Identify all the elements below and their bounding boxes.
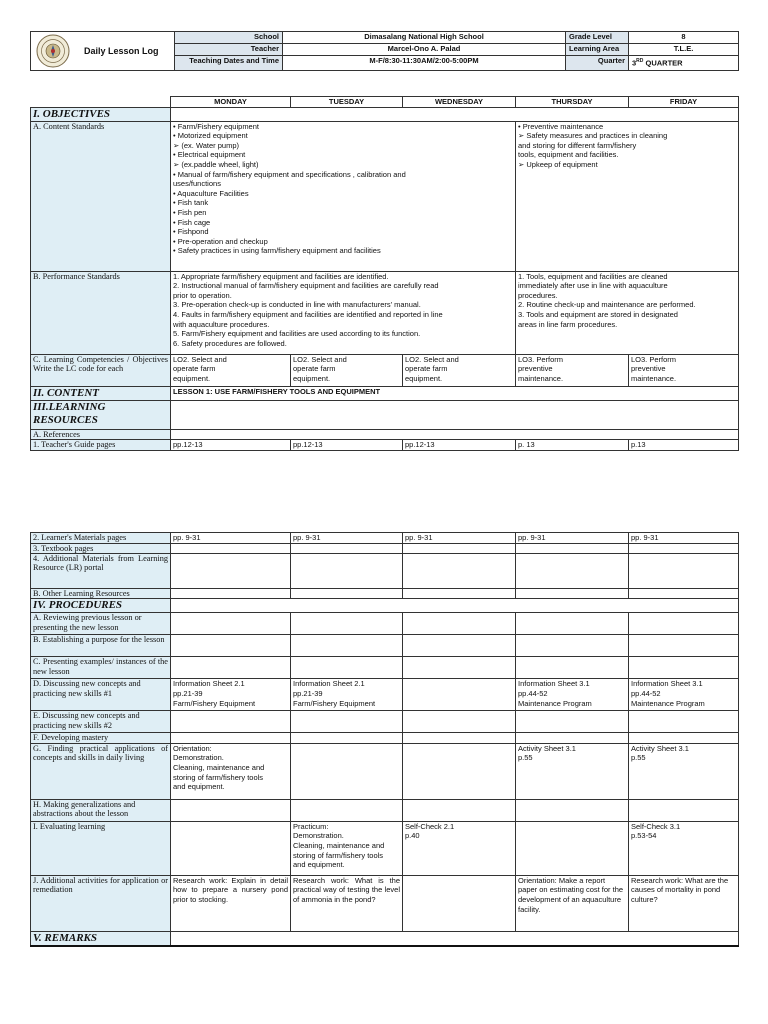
learning-area-value: T.L.E. — [629, 44, 739, 56]
procedure-a-label: A. Reviewing previous lesson or presenting the new lesson — [31, 613, 171, 635]
performance-standards-mon-wed: 1. Appropriate farm/fishery equipment and facilities are identified. 2. Instructional manual of farm/fishery equipment and facilities are carefully read prior to operation. 3. Pre-operation check-up is conducted in line with manufacturers' manual. 4. Faults in farm/fishery equipment and facilities are identified and reported in line with aquaculture procedures. 5. Farm/Fishery equipment and facilities are used according to its function. 6. Safety procedures are followed. — [171, 271, 516, 354]
procedure-j-monday: Research work: Explain in detail how to prepare a nursery pond prior to stocking. — [171, 875, 291, 931]
references-label: A. References — [31, 429, 171, 439]
day-tuesday: TUESDAY — [291, 97, 403, 108]
procedures-heading: IV. PROCEDURES — [31, 599, 171, 613]
competency-monday: LO2. Select and operate farm equipment. — [171, 354, 291, 386]
lm-pages-wednesday: pp. 9-31 — [403, 533, 516, 544]
procedure-g-friday: Activity Sheet 3.1 p.55 — [629, 743, 739, 799]
procedure-b-label: B. Establishing a purpose for the lesson — [31, 635, 171, 657]
header-logo-title-cell — [31, 32, 175, 71]
teacher-label: Teacher — [175, 44, 283, 56]
day-monday: MONDAY — [171, 97, 291, 108]
performance-standards-thu-fri: 1. Tools, equipment and facilities are cleaned immediately after use in line with aquaculture procedures. 2. Routine check-up and maintenance are performed. 3. Tools and equipment are stored in designated areas in line farm procedures. — [516, 271, 739, 354]
grade-level-label: Grade Level — [566, 32, 629, 44]
procedure-g-wednesday — [403, 743, 516, 799]
tg-pages-friday: p.13 — [629, 440, 739, 451]
objectives-heading: I. OBJECTIVES — [31, 107, 171, 121]
procedure-j-tuesday: Research work: What is the practical way of testing the level of ammonia in the pond? — [291, 875, 403, 931]
content-standards-label: A. Content Standards — [31, 121, 171, 271]
header-title: Daily Lesson Log — [84, 46, 159, 56]
procedure-f-label: F. Developing mastery — [31, 733, 171, 743]
procedure-d-monday: Information Sheet 2.1 pp.21-39 Farm/Fishery Equipment — [171, 679, 291, 711]
tg-pages-tuesday: pp.12-13 — [291, 440, 403, 451]
procedure-g-thursday: Activity Sheet 3.1 p.55 — [516, 743, 629, 799]
competency-thursday: LO3. Perform preventive maintenance. — [516, 354, 629, 386]
procedure-i-tuesday: Practicum: Demonstration. Cleaning, maintenance and storing of farm/fishery tools and equipment. — [291, 821, 403, 875]
content-heading: II. CONTENT — [31, 386, 171, 400]
competency-tuesday: LO2. Select and operate farm equipment. — [291, 354, 403, 386]
day-thursday: THURSDAY — [516, 97, 629, 108]
header-block — [30, 31, 739, 71]
content-standards-mon-wed: • Farm/Fishery equipment • Motorized equipment ➢ (ex. Water pump) • Electrical equipment ➢ (ex.paddle wheel, light) • Manual of farm/fishery equipment and specifications , calibration and uses/functions • Aquaculture Facilities • Fish tank • Fish pen • Fish cage • Fishpond • Pre-operation and checkup • Safety practices in using farm/fishery equipment and facilities — [171, 121, 516, 271]
procedure-j-wednesday — [403, 875, 516, 931]
tg-pages-monday: pp.12-13 — [171, 440, 291, 451]
lm-pages-tuesday: pp. 9-31 — [291, 533, 403, 544]
day-header-row — [31, 97, 739, 108]
lm-pages-monday: pp. 9-31 — [171, 533, 291, 544]
learning-resources-heading: III.LEARNING RESOURCES — [31, 400, 171, 429]
procedure-d-label: D. Discussing new concepts and practicing new skills #1 — [31, 679, 171, 711]
performance-standards-label: B. Performance Standards — [31, 271, 171, 354]
school-label: School — [175, 32, 283, 44]
procedure-i-thursday — [516, 821, 629, 875]
learning-competencies-label: C. Learning Competencies / Objectives Write the LC code for each — [31, 354, 171, 386]
tg-pages-thursday: p. 13 — [516, 440, 629, 451]
learning-area-label: Learning Area — [566, 44, 629, 56]
procedure-g-tuesday — [291, 743, 403, 799]
procedure-g-monday: Orientation: Demonstration. Cleaning, maintenance and storing of farm/fishery tools and equipment. — [171, 743, 291, 799]
procedure-d-wednesday — [403, 679, 516, 711]
tg-pages-wednesday: pp.12-13 — [403, 440, 516, 451]
procedure-h-label: H. Making generalizations and abstractions about the lesson — [31, 799, 171, 821]
learners-materials-label: 2. Learner's Materials pages — [31, 533, 171, 544]
lm-pages-friday: pp. 9-31 — [629, 533, 739, 544]
lesson-log-table-page2 — [30, 532, 739, 947]
procedure-g-label: G. Finding practical applications of concepts and skills in daily living — [31, 743, 171, 799]
procedure-e-label: E. Discussing new concepts and practicing new skills #2 — [31, 711, 171, 733]
competency-friday: LO3. Perform preventive maintenance. — [629, 354, 739, 386]
procedure-j-label: J. Additional activities for application or remediation — [31, 875, 171, 931]
dates-value: M-F/8:30-11:30AM/2:00-5:00PM — [283, 56, 566, 71]
grade-level-value: 8 — [629, 32, 739, 44]
textbook-pages-label: 3. Textbook pages — [31, 543, 171, 553]
quarter-value: 3RD QUARTER — [629, 56, 739, 71]
remarks-heading: V. REMARKS — [31, 931, 171, 946]
procedure-j-thursday: Orientation: Make a report paper on estimating cost for the development of an aquaculture facility. — [516, 875, 629, 931]
deped-seal-icon — [36, 34, 70, 68]
procedure-i-label: I. Evaluating learning — [31, 821, 171, 875]
procedure-d-thursday: Information Sheet 3.1 pp.44-52 Maintenance Program — [516, 679, 629, 711]
school-value: Dimasalang National High School — [283, 32, 566, 44]
lesson-log-table-page1 — [30, 96, 739, 451]
procedure-j-friday: Research work: What are the causes of mortality in pond culture? — [629, 875, 739, 931]
lm-pages-thursday: pp. 9-31 — [516, 533, 629, 544]
procedure-c-label: C. Presenting examples/ instances of the new lesson — [31, 657, 171, 679]
other-resources-label: B. Other Learning Resources — [31, 589, 171, 599]
procedure-i-wednesday: Self-Check 2.1 p.40 — [403, 821, 516, 875]
procedure-i-monday — [171, 821, 291, 875]
procedure-d-friday: Information Sheet 3.1 pp.44-52 Maintenance Program — [629, 679, 739, 711]
teachers-guide-label: 1. Teacher's Guide pages — [31, 440, 171, 451]
lesson-title: LESSON 1: USE FARM/FISHERY TOOLS AND EQUIPMENT — [171, 386, 739, 400]
competency-wednesday: LO2. Select and operate farm equipment. — [403, 354, 516, 386]
quarter-label: Quarter — [566, 56, 629, 71]
content-standards-thu-fri: • Preventive maintenance ➢ Safety measures and practices in cleaning and storing for different farm/fishery tools, equipment and facilities. ➢ Upkeep of equipment — [516, 121, 739, 271]
teacher-value: Marcel-Ono A. Palad — [283, 44, 566, 56]
procedure-d-tuesday: Information Sheet 2.1 pp.21-39 Farm/Fishery Equipment — [291, 679, 403, 711]
day-friday: FRIDAY — [629, 97, 739, 108]
procedure-i-friday: Self-Check 3.1 p.53-54 — [629, 821, 739, 875]
dates-label: Teaching Dates and Time — [175, 56, 283, 71]
day-wednesday: WEDNESDAY — [403, 97, 516, 108]
additional-materials-label: 4. Additional Materials from Learning Resource (LR) portal — [31, 554, 171, 589]
